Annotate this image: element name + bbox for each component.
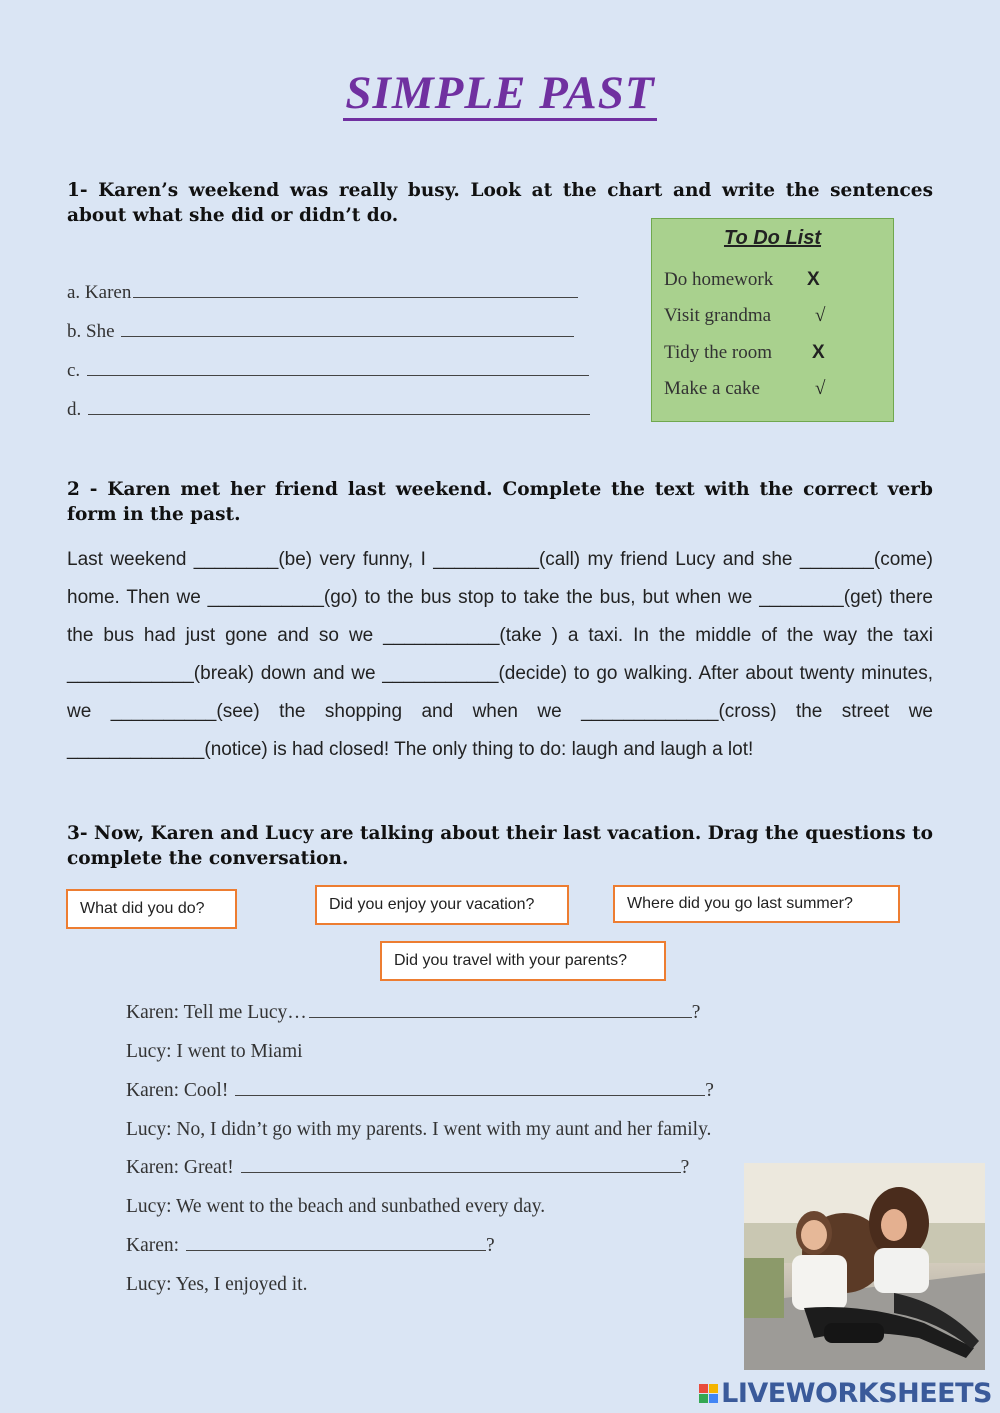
- conversation-text: Karen: Tell me Lucy…: [126, 1002, 307, 1023]
- todo-list-box: [651, 218, 894, 422]
- todo-item: Do homework: [664, 269, 774, 290]
- conversation-line: Lucy: We went to the beach and sunbathed every day.: [126, 1196, 546, 1217]
- conversation-line: [126, 1080, 714, 1102]
- cross-mark-icon: X: [812, 342, 825, 363]
- section3-heading: 3- Now, Karen and Lucy are talking about their last vacation. Drag the questions to complete the conversation.: [67, 823, 933, 869]
- drag-option-enjoy-vacation[interactable]: Did you enjoy your vacation?: [315, 885, 569, 925]
- answer-blank-a[interactable]: [133, 297, 578, 298]
- section1-heading: 1- Karen’s weekend was really busy. Look at the chart and write the sentences about what she did or didn’t do.: [67, 180, 933, 226]
- todo-item: Make a cake: [664, 378, 760, 399]
- drag-option-where-did-you-go[interactable]: Where did you go last summer?: [613, 885, 900, 923]
- conversation-line: Lucy: No, I didn’t go with my parents. I went with my aunt and her family.: [126, 1119, 712, 1140]
- question-mark: ?: [680, 1157, 690, 1178]
- conversation-line: [126, 1235, 495, 1257]
- answer-line-d[interactable]: [67, 399, 590, 421]
- cross-mark-icon: X: [807, 269, 820, 290]
- liveworksheets-logo: [699, 1376, 992, 1410]
- section2-heading: 2 - Karen met her friend last weekend. Complete the text with the correct verb form in the past.: [67, 479, 933, 525]
- question-mark: ?: [705, 1080, 714, 1101]
- todo-item: Visit grandma: [664, 305, 772, 326]
- conversation-line: Lucy: I went to Miami: [126, 1041, 303, 1062]
- drag-option-travel-with-parents[interactable]: Did you travel with your parents?: [380, 941, 666, 981]
- question-mark: ?: [485, 1235, 495, 1256]
- answer-label-b: b. She: [67, 321, 115, 342]
- answer-blank-d[interactable]: [88, 414, 590, 415]
- answer-blank-b[interactable]: [121, 336, 574, 337]
- conversation-drop-blank[interactable]: [235, 1095, 705, 1096]
- todo-title: To Do List: [723, 227, 822, 249]
- todo-item: Tidy the room: [664, 342, 773, 363]
- conversation-text: Karen:: [126, 1235, 180, 1256]
- check-mark-icon: √: [815, 378, 826, 399]
- conversation-drop-blank[interactable]: [186, 1250, 486, 1251]
- check-mark-icon: √: [815, 305, 826, 326]
- conversation-line: [126, 1157, 689, 1179]
- liveworksheets-grid-icon: [699, 1384, 718, 1403]
- conversation-text: Karen: Great!: [126, 1157, 234, 1178]
- brand-name: LIVEWORKSHEETS: [721, 1377, 992, 1409]
- answer-line-b[interactable]: [67, 321, 574, 343]
- drag-option-what-did-you-do[interactable]: What did you do?: [66, 889, 237, 929]
- conversation-drop-blank[interactable]: [309, 1017, 692, 1018]
- fill-in-paragraph[interactable]: Last weekend ________(be) very funny, I __________(call) my friend Lucy and she _______(come) home. Then we ___________(go) to the bus stop to take the bus, but when we ________(get) there the bus had just gone and so we ___________(take ) a taxi. In the middle of the way the taxi ____________(break) down and we ___________(decide) to go walking. After about twenty minutes, we __________(see) the shopping and when we _____________(cross) the street we _____________(notice) is had closed! The only thing to do: laugh and laugh a lot!: [67, 549, 933, 760]
- answer-label-d: d.: [67, 399, 82, 420]
- answer-line-a[interactable]: [67, 282, 578, 304]
- answer-label-a: a. Karen: [67, 282, 132, 303]
- two-girls-photo: [744, 1163, 985, 1370]
- conversation-drop-blank[interactable]: [241, 1172, 681, 1173]
- answer-label-c: c.: [67, 360, 81, 381]
- conversation-text: Karen: Cool!: [126, 1080, 229, 1101]
- conversation-line: Lucy: Yes, I enjoyed it.: [126, 1274, 308, 1295]
- question-mark: ?: [691, 1002, 701, 1023]
- page-title: SIMPLE PAST: [0, 66, 1000, 121]
- answer-line-c[interactable]: [67, 360, 589, 382]
- conversation-line: [126, 1002, 700, 1024]
- answer-blank-c[interactable]: [87, 375, 589, 376]
